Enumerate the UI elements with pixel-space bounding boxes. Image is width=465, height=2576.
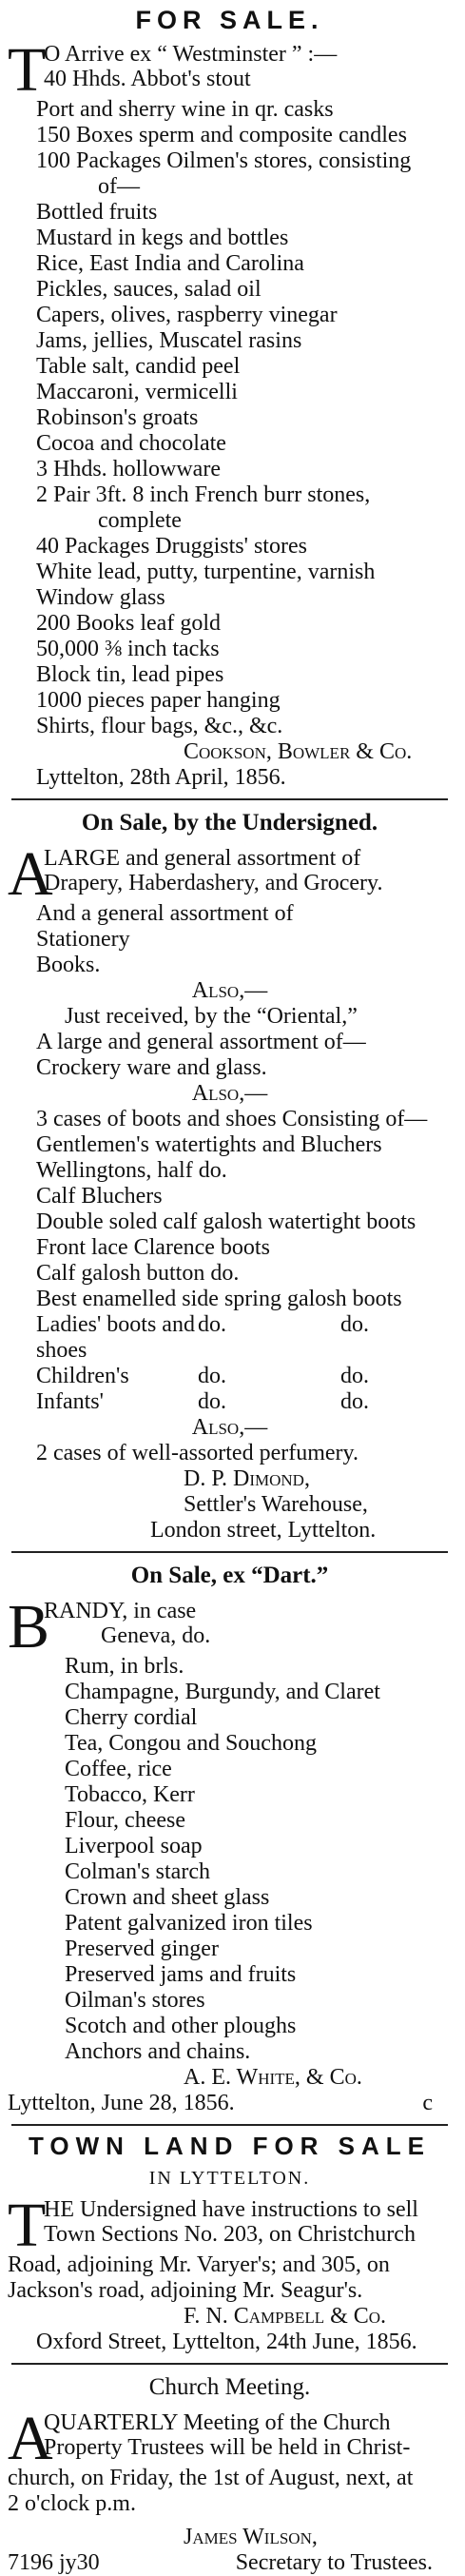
list-item: 150 Boxes sperm and composite candles xyxy=(36,123,407,147)
dropcap-t2: T xyxy=(8,2191,47,2260)
dropcap-t: T xyxy=(8,35,47,105)
text-line: Stationery xyxy=(36,927,130,952)
list-item: Shirts, flour bags, &c., &c. xyxy=(36,714,283,738)
list-item: 1000 pieces paper hanging xyxy=(36,688,281,713)
table-row xyxy=(8,1389,452,1415)
list-item: Preserved ginger xyxy=(65,1937,219,1961)
intro-line-2: 40 Hhds. Abbot's stout xyxy=(44,67,251,91)
list-item: Coffee, rice xyxy=(65,1757,172,1781)
table-row xyxy=(8,1312,452,1364)
list-item: 100 Packages Oilmen's stores, consisting xyxy=(36,148,412,173)
undersigned-items xyxy=(8,1132,452,1312)
table-cell: do. xyxy=(198,1364,226,1388)
list-item: 50,000 ⅜ inch tacks xyxy=(36,637,220,661)
list-item: Pickles, sauces, salad oil xyxy=(36,277,262,302)
dart-signature: A. E. White, & Co. xyxy=(184,2065,362,2090)
list-item: 3 Hhds. hollowware xyxy=(36,457,221,482)
town-land-sub: IN LYTTELTON. xyxy=(148,2168,311,2189)
undersigned-heading: On Sale, by the Undersigned. xyxy=(81,810,378,836)
text-line: RANDY, in case xyxy=(44,1599,197,1623)
text-line: 2 o'clock p.m. xyxy=(8,2491,136,2516)
text-line: Jackson's road, adjoining Mr. Seagur's. xyxy=(8,2278,363,2303)
list-item: Tea, Congou and Souchong xyxy=(65,1731,317,1756)
list-item: Block tin, lead pipes xyxy=(36,662,224,687)
text-line: Property Trustees will be held in Christ- xyxy=(44,2435,411,2460)
list-item: Gentlemen's watertights and Bluchers xyxy=(36,1132,382,1157)
text-line: 3 cases of boots and shoes Consisting of— xyxy=(36,1107,428,1131)
dropcap-a2: A xyxy=(8,2404,53,2473)
church-code: 7196 jy30 xyxy=(8,2550,100,2575)
text-line: QUARTERLY Meeting of the Church xyxy=(44,2410,391,2435)
list-item: Wellingtons, half do. xyxy=(36,1158,227,1183)
church-ad xyxy=(8,2365,452,2576)
list-item: Anchors and chains. xyxy=(65,2039,251,2064)
table-cell: do. xyxy=(198,1312,226,1337)
text-line: HE Undersigned have instructions to sell xyxy=(44,2197,418,2222)
list-item: 2 Pair 3ft. 8 inch French burr stones, xyxy=(36,482,371,507)
text-line: London street, Lyttelton. xyxy=(150,1518,377,1543)
table-cell: do. xyxy=(340,1389,369,1414)
list-item: Window glass xyxy=(36,585,165,610)
table-cell: do. xyxy=(198,1389,226,1414)
list-item: Cherry cordial xyxy=(65,1705,198,1730)
list-item: Champagne, Burgundy, and Claret xyxy=(65,1680,380,1704)
table-cell: do. xyxy=(340,1364,369,1388)
list-item: Patent galvanized iron tiles xyxy=(65,1911,313,1936)
boots-table xyxy=(8,1312,452,1415)
list-item: Rice, East India and Carolina xyxy=(36,251,304,276)
list-item: Tobacco, Kerr xyxy=(65,1782,195,1807)
list-item: Flour, cheese xyxy=(65,1808,185,1833)
town-land-heading: TOWN LAND FOR SALE xyxy=(28,2132,432,2160)
church-heading: Church Meeting. xyxy=(148,2374,311,2400)
dart-ad xyxy=(8,1553,452,2124)
table-cell: Children's xyxy=(36,1364,129,1388)
list-item: Port and sherry wine in qr. casks xyxy=(36,97,334,122)
list-item: Table salt, candid peel xyxy=(36,354,241,379)
list-item: Best enamelled side spring galosh boots xyxy=(36,1287,402,1311)
list-item: of— xyxy=(98,174,140,199)
text-line: church, on Friday, the 1st of August, next, at xyxy=(8,2466,414,2490)
undersigned-signature: D. P. Dimond, xyxy=(184,1466,310,1491)
list-item: Maccaroni, vermicelli xyxy=(36,380,238,404)
list-item: Oilman's stores xyxy=(65,1988,205,2013)
also-label: Also,— xyxy=(191,1415,268,1440)
text-line: 2 cases of well-assorted perfumery. xyxy=(36,1441,358,1465)
table-cell: Infants' xyxy=(36,1389,104,1414)
list-item: Scotch and other ploughs xyxy=(65,2014,297,2038)
also-label: Also,— xyxy=(191,978,268,1003)
text-line: And a general assortment of xyxy=(36,901,294,926)
dart-dateline: Lyttelton, June 28, 1856. xyxy=(8,2091,235,2115)
list-item: complete xyxy=(98,508,182,533)
table-row xyxy=(8,1364,452,1389)
text-line: LARGE and general assortment of xyxy=(44,846,361,871)
list-item: Front lace Clarence boots xyxy=(36,1235,270,1260)
for-sale-signature: Cookson, Bowler & Co. xyxy=(184,739,413,764)
for-sale-items xyxy=(8,97,452,739)
list-item: Rum, in brls. xyxy=(65,1654,184,1679)
list-item: 40 Packages Druggists' stores xyxy=(36,534,307,559)
town-land-signature: F. N. Campbell & Co. xyxy=(184,2304,387,2329)
also-label: Also,— xyxy=(191,1081,268,1106)
text-line: Geneva, do. xyxy=(101,1623,211,1648)
dropcap-b: B xyxy=(8,1592,50,1662)
list-item: Capers, olives, raspberry vinegar xyxy=(36,303,338,327)
list-item: Cocoa and chocolate xyxy=(36,431,226,456)
text-line: A large and general assortment of— xyxy=(36,1030,366,1054)
dart-items xyxy=(8,1654,452,2065)
text-line: Road, adjoining Mr. Varyer's; and 305, on xyxy=(8,2252,390,2277)
dropcap-a: A xyxy=(8,839,53,909)
text-line: Drapery, Haberdashery, and Grocery. xyxy=(44,871,383,895)
text-line: Crockery ware and glass. xyxy=(36,1055,267,1080)
list-item: Jams, jellies, Muscatel rasins xyxy=(36,328,302,353)
text-line: Books. xyxy=(36,953,101,977)
list-item: White lead, putty, turpentine, varnish xyxy=(36,560,376,584)
list-item: Colman's starch xyxy=(65,1859,210,1884)
list-item: Robinson's groats xyxy=(36,405,199,430)
dart-heading: On Sale, ex “Dart.” xyxy=(130,1563,329,1588)
table-cell: Ladies' boots and shoes xyxy=(36,1312,195,1363)
list-item: Liverpool soap xyxy=(65,1834,203,1858)
town-land-dateline: Oxford Street, Lyttelton, 24th June, 1856. xyxy=(36,2330,417,2354)
church-signature: James Wilson, xyxy=(184,2525,318,2549)
list-item: Mustard in kegs and bottles xyxy=(36,226,289,250)
text-line: Settler's Warehouse, xyxy=(184,1492,368,1517)
town-land-ad xyxy=(8,2126,452,2363)
list-item: Double soled calf galosh watertight boots xyxy=(36,1209,417,1234)
for-sale-heading: FOR SALE. xyxy=(135,6,324,34)
text-line: Just received, by the “Oriental,” xyxy=(65,1004,358,1029)
dart-mark: c xyxy=(422,2091,433,2115)
undersigned-ad xyxy=(8,800,452,1551)
list-item: Calf galosh button do. xyxy=(36,1261,240,1286)
list-item: Bottled fruits xyxy=(36,200,158,225)
for-sale-dateline: Lyttelton, 28th April, 1856. xyxy=(36,765,286,790)
list-item: Calf Bluchers xyxy=(36,1184,163,1209)
list-item: 200 Books leaf gold xyxy=(36,611,221,636)
list-item: Preserved jams and fruits xyxy=(65,1962,297,1987)
list-item: Crown and sheet glass xyxy=(65,1885,270,1910)
for-sale-ad xyxy=(8,0,452,798)
text-line: Town Sections No. 203, on Christchurch xyxy=(44,2222,416,2247)
table-cell: do. xyxy=(340,1312,369,1337)
church-sig2: Secretary to Trustees. xyxy=(235,2550,433,2575)
intro-line: O Arrive ex “ Westminster ” :— xyxy=(44,42,338,67)
